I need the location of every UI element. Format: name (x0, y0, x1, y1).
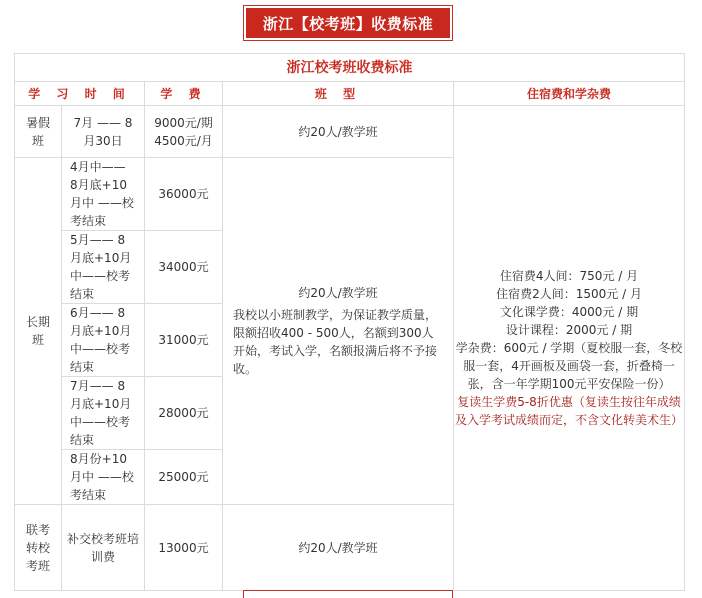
category-joint-exam: 联考转校考班 (15, 505, 62, 591)
repeat-student-discount: 复读生学费5-8折优惠（复读生按往年成绩及入学考试成绩而定，不含文化转美术生） (455, 395, 684, 427)
period-cell: 5月—— 8月底+10月中——校考结束 (62, 231, 145, 304)
boarding-fees-cell (454, 106, 685, 591)
tuition-cell: 13000元 (145, 505, 223, 591)
tuition-cell: 28000元 (145, 377, 223, 450)
period-cell: 4月中—— 8月底+10月中 ——校考结束 (62, 158, 145, 231)
category-summer: 暑假班 (15, 106, 62, 158)
banner-title: 浙江【校考班】收费标准 (246, 8, 450, 38)
boarding-line: 住宿费4人间：750元 / 月 (499, 269, 639, 283)
class-type-cell: 约20人/教学班 (223, 106, 454, 158)
fee-table (14, 53, 685, 591)
period-cell: 补交校考班培训费 (62, 505, 145, 591)
header-class-type: 班 型 (223, 82, 454, 106)
class-type-cell: 约20人/教学班 (223, 505, 454, 591)
tuition-cell: 25000元 (145, 450, 223, 505)
header-boarding: 住宿费和学杂费 (454, 82, 685, 106)
class-type-long-term-cell (223, 158, 454, 505)
boarding-line: 住宿费2人间：1500元 / 月 (496, 287, 642, 301)
class-description: 我校以小班制教学，为保证教学质量，限额招收400 - 500人，名额到300人开始，考试入学，名额报满后将不予接收。 (233, 308, 438, 376)
tuition-cell: 31000元 (145, 304, 223, 377)
tuition-per-month: 4500元/月 (154, 133, 213, 148)
period-cell: 6月—— 8月底+10月中——校考结束 (62, 304, 145, 377)
category-long-term: 长期班 (15, 158, 62, 505)
header-period: 学 习 时 间 (15, 82, 145, 106)
tuition-cell: 36000元 (145, 158, 223, 231)
next-section-banner-edge (243, 590, 453, 598)
tuition-cell: 34000元 (145, 231, 223, 304)
tuition-cell (145, 106, 223, 158)
page-banner (243, 5, 453, 41)
header-tuition: 学 费 (145, 82, 223, 106)
table-title: 浙江校考班收费标准 (15, 54, 685, 82)
boarding-line: 学杂费：600元 / 学期（夏校服一套，冬校服一套，4开画板及画袋一套，折叠椅一张，含一年学期100元平安保险一份） (455, 341, 683, 391)
table-row (15, 106, 685, 158)
period-cell: 7月—— 8月底+10月中——校考结束 (62, 377, 145, 450)
period-cell: 8月份+10月中 ——校考结束 (62, 450, 145, 505)
boarding-line: 设计课程：2000元 / 期 (505, 323, 633, 337)
class-size-label: 约20人/教学班 (298, 286, 378, 300)
boarding-line: 文化课学费：4000元 / 期 (499, 305, 639, 319)
tuition-per-term: 9000元/期 (154, 115, 213, 130)
period-cell: 7月 —— 8月30日 (62, 106, 145, 158)
